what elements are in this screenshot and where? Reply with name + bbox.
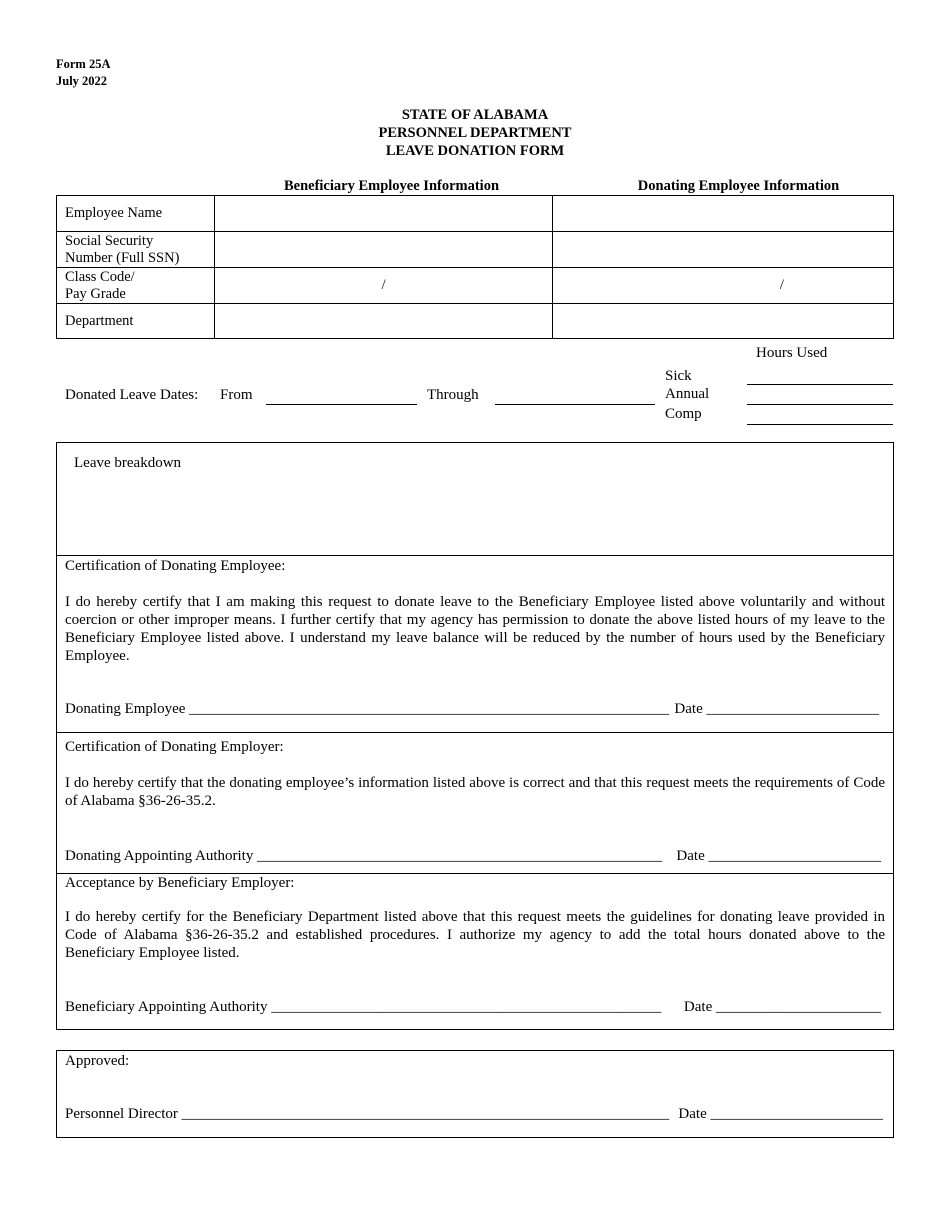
form-meta bbox=[56, 56, 111, 90]
employee-info-table bbox=[56, 195, 894, 339]
donating-employee-cert-title: Certification of Donating Employee: bbox=[65, 558, 286, 574]
from-date-field[interactable] bbox=[266, 404, 417, 405]
personnel-director-signature-row bbox=[65, 1106, 885, 1123]
approval-box bbox=[56, 1050, 894, 1138]
donating-class-code-field[interactable] bbox=[552, 268, 893, 304]
class-code-separator: / bbox=[381, 277, 386, 293]
annual-hours-field[interactable] bbox=[747, 404, 893, 405]
ssn-label-line-1: Social Security bbox=[65, 232, 154, 249]
department-row bbox=[57, 304, 894, 339]
beneficiary-column-heading: Beneficiary Employee Information bbox=[283, 178, 500, 194]
approved-label: Approved: bbox=[65, 1053, 130, 1069]
beneficiary-appointing-authority-signature-line[interactable]: Beneficiary Appointing Authority ____________________________________________________ bbox=[65, 999, 662, 1015]
donating-employee-certification bbox=[57, 556, 893, 733]
donating-employer-date-line[interactable]: Date _______________________ bbox=[676, 848, 881, 864]
ssn-label-line-2: Number (Full SSN) bbox=[65, 249, 180, 266]
approval-date-line[interactable]: Date _______________________ bbox=[678, 1106, 883, 1122]
beneficiary-acceptance bbox=[57, 874, 893, 1029]
beneficiary-ssn-field[interactable] bbox=[215, 232, 552, 268]
class-code-label-line-1: Class Code/ bbox=[65, 268, 135, 285]
from-label: From bbox=[220, 387, 253, 403]
form-number: Form 25A bbox=[56, 57, 111, 71]
page-title bbox=[0, 106, 950, 160]
header-line-2: PERSONNEL DEPARTMENT bbox=[378, 125, 572, 141]
employee-name-row bbox=[57, 196, 894, 232]
donating-department-field[interactable] bbox=[552, 304, 893, 339]
donating-employer-cert-title: Certification of Donating Employer: bbox=[65, 739, 284, 755]
through-date-field[interactable] bbox=[495, 404, 655, 405]
hours-used-label: Hours Used bbox=[756, 345, 828, 361]
through-label: Through bbox=[427, 387, 479, 403]
ssn-label bbox=[57, 232, 215, 268]
class-code-row bbox=[57, 268, 894, 304]
donating-appointing-authority-signature-line[interactable]: Donating Appointing Authority ______________________________________________________ bbox=[65, 848, 663, 864]
beneficiary-date-line[interactable]: Date ______________________ bbox=[683, 999, 881, 1015]
employee-name-label: Employee Name bbox=[57, 196, 215, 232]
donating-ssn-field[interactable] bbox=[552, 232, 893, 268]
donated-leave-dates-label: Donated Leave Dates: bbox=[65, 387, 199, 403]
donating-employer-certification bbox=[57, 733, 893, 874]
beneficiary-name-field[interactable] bbox=[215, 196, 552, 232]
header-line-1: STATE OF ALABAMA bbox=[401, 107, 549, 123]
donating-employee-date-line[interactable]: Date _______________________ bbox=[674, 701, 879, 717]
beneficiary-class-code-field[interactable] bbox=[215, 268, 552, 304]
leave-breakdown-section[interactable] bbox=[57, 443, 893, 556]
donating-column-heading: Donating Employee Information bbox=[637, 178, 840, 194]
sick-label: Sick bbox=[665, 368, 692, 384]
beneficiary-department-field[interactable] bbox=[215, 304, 552, 339]
beneficiary-signature-row bbox=[65, 999, 885, 1016]
form-date: July 2022 bbox=[56, 74, 108, 88]
header-line-3: LEAVE DONATION FORM bbox=[385, 143, 565, 159]
personnel-director-signature-line[interactable]: Personnel Director _________________________________________________________________ bbox=[65, 1106, 670, 1122]
donating-employer-cert-text: I do hereby certify that the donating employee’s information listed above is correct and that this request meets the requirements of Code of Alabama §36-26-35.2. bbox=[65, 775, 885, 809]
class-code-separator: / bbox=[779, 277, 784, 293]
donating-name-field[interactable] bbox=[552, 196, 893, 232]
department-label: Department bbox=[57, 304, 215, 339]
comp-hours-field[interactable] bbox=[747, 424, 893, 425]
leave-breakdown-label: Leave breakdown bbox=[74, 455, 182, 471]
donating-employee-signature-line[interactable]: Donating Employee ________________________________________________________________ bbox=[65, 701, 670, 717]
acceptance-text: I do hereby certify for the Beneficiary Department listed above that this request meets the guidelines for donating leave provided in Code of Alabama §36-26-35.2 and established procedures. I authorize my agency to add the total hours donated above to the Beneficiary Employee listed. bbox=[65, 909, 885, 961]
donating-employee-cert-text: I do hereby certify that I am making this request to donate leave to the Beneficiary Employee listed above voluntarily and without coercion or other improper means. I further certify that my agency has permission to donate the above listed hours of my leave to the Beneficiary Employee listed above. I understand my leave balance will be reduced by the number of hours used by the Beneficiary Employee. bbox=[65, 594, 885, 664]
certification-box bbox=[56, 442, 894, 1030]
donating-employer-signature-row bbox=[65, 848, 885, 865]
annual-label: Annual bbox=[665, 386, 710, 402]
acceptance-title: Acceptance by Beneficiary Employer: bbox=[65, 875, 295, 891]
donating-employee-signature-row bbox=[65, 701, 885, 718]
sick-hours-field[interactable] bbox=[747, 384, 893, 385]
ssn-row bbox=[57, 232, 894, 268]
class-code-label-line-2: Pay Grade bbox=[65, 285, 126, 302]
class-code-label bbox=[57, 268, 215, 304]
comp-label: Comp bbox=[665, 406, 702, 422]
